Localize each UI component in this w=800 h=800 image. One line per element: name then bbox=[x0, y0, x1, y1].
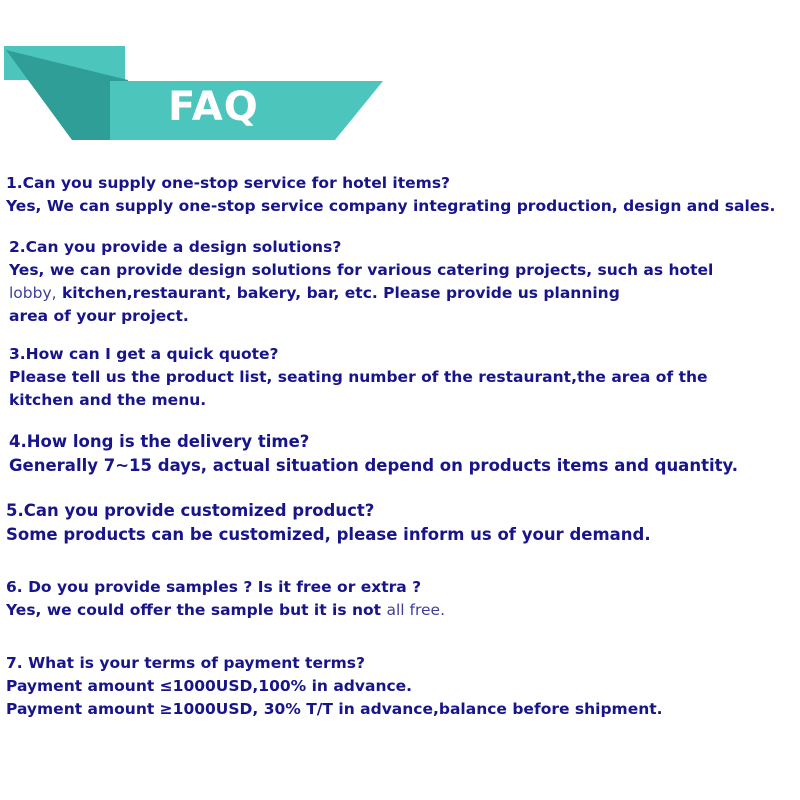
faq-item-3 bbox=[9, 343, 708, 412]
faq-question-4: 4.How long is the delivery time? bbox=[9, 432, 310, 451]
faq-answer-2-line-1: Yes, we can provide design solutions for various catering projects, such as hotel bbox=[9, 261, 714, 279]
faq-item-7 bbox=[6, 652, 663, 721]
faq-answer-5: Some products can be customized, please inform us of your demand. bbox=[6, 525, 651, 544]
faq-answer-7-line-2: Payment amount ≥1000USD, 30% T/T in advance,balance before shipment. bbox=[6, 700, 663, 718]
faq-question-1: 1.Can you supply one-stop service for hotel items? bbox=[6, 174, 451, 192]
faq-item-2 bbox=[9, 236, 713, 328]
faq-answer-6 bbox=[6, 599, 445, 622]
faq-answer-1: Yes, We can supply one-stop service company integrating production, design and sales. bbox=[6, 197, 776, 215]
faq-question-5: 5.Can you provide customized product? bbox=[6, 501, 375, 520]
page-title: FAQ bbox=[168, 84, 259, 130]
faq-item-6 bbox=[6, 576, 445, 622]
faq-question-6: 6. Do you provide samples ? Is it free or extra ? bbox=[6, 578, 422, 596]
faq-question-3: 3.How can I get a quick quote? bbox=[9, 345, 279, 363]
faq-answer-2-line-2-text: kitchen,restaurant, bakery, bar, etc. Please provide us planning bbox=[61, 284, 620, 302]
faq-answer-2-prefix: lobby, bbox=[9, 284, 57, 302]
faq-answer-2-line-2 bbox=[9, 282, 713, 305]
faq-item-5 bbox=[6, 499, 651, 547]
faq-answer-3-line-2: kitchen and the menu. bbox=[9, 391, 207, 409]
faq-answer-2-line-3: area of your project. bbox=[9, 307, 189, 325]
faq-answer-6-suffix: all free. bbox=[386, 601, 446, 619]
faq-item-4 bbox=[9, 430, 738, 478]
faq-question-2: 2.Can you provide a design solutions? bbox=[9, 238, 342, 256]
faq-item-1 bbox=[6, 172, 775, 218]
faq-answer-7-line-1: Payment amount ≤1000USD,100% in advance. bbox=[6, 677, 413, 695]
faq-question-7: 7. What is your terms of payment terms? bbox=[6, 654, 365, 672]
faq-answer-6-text: Yes, we could offer the sample but it is not bbox=[6, 601, 382, 619]
faq-answer-3-line-1: Please tell us the product list, seating number of the restaurant,the area of the bbox=[9, 368, 708, 386]
faq-answer-4: Generally 7~15 days, actual situation depend on products items and quantity. bbox=[9, 456, 739, 475]
